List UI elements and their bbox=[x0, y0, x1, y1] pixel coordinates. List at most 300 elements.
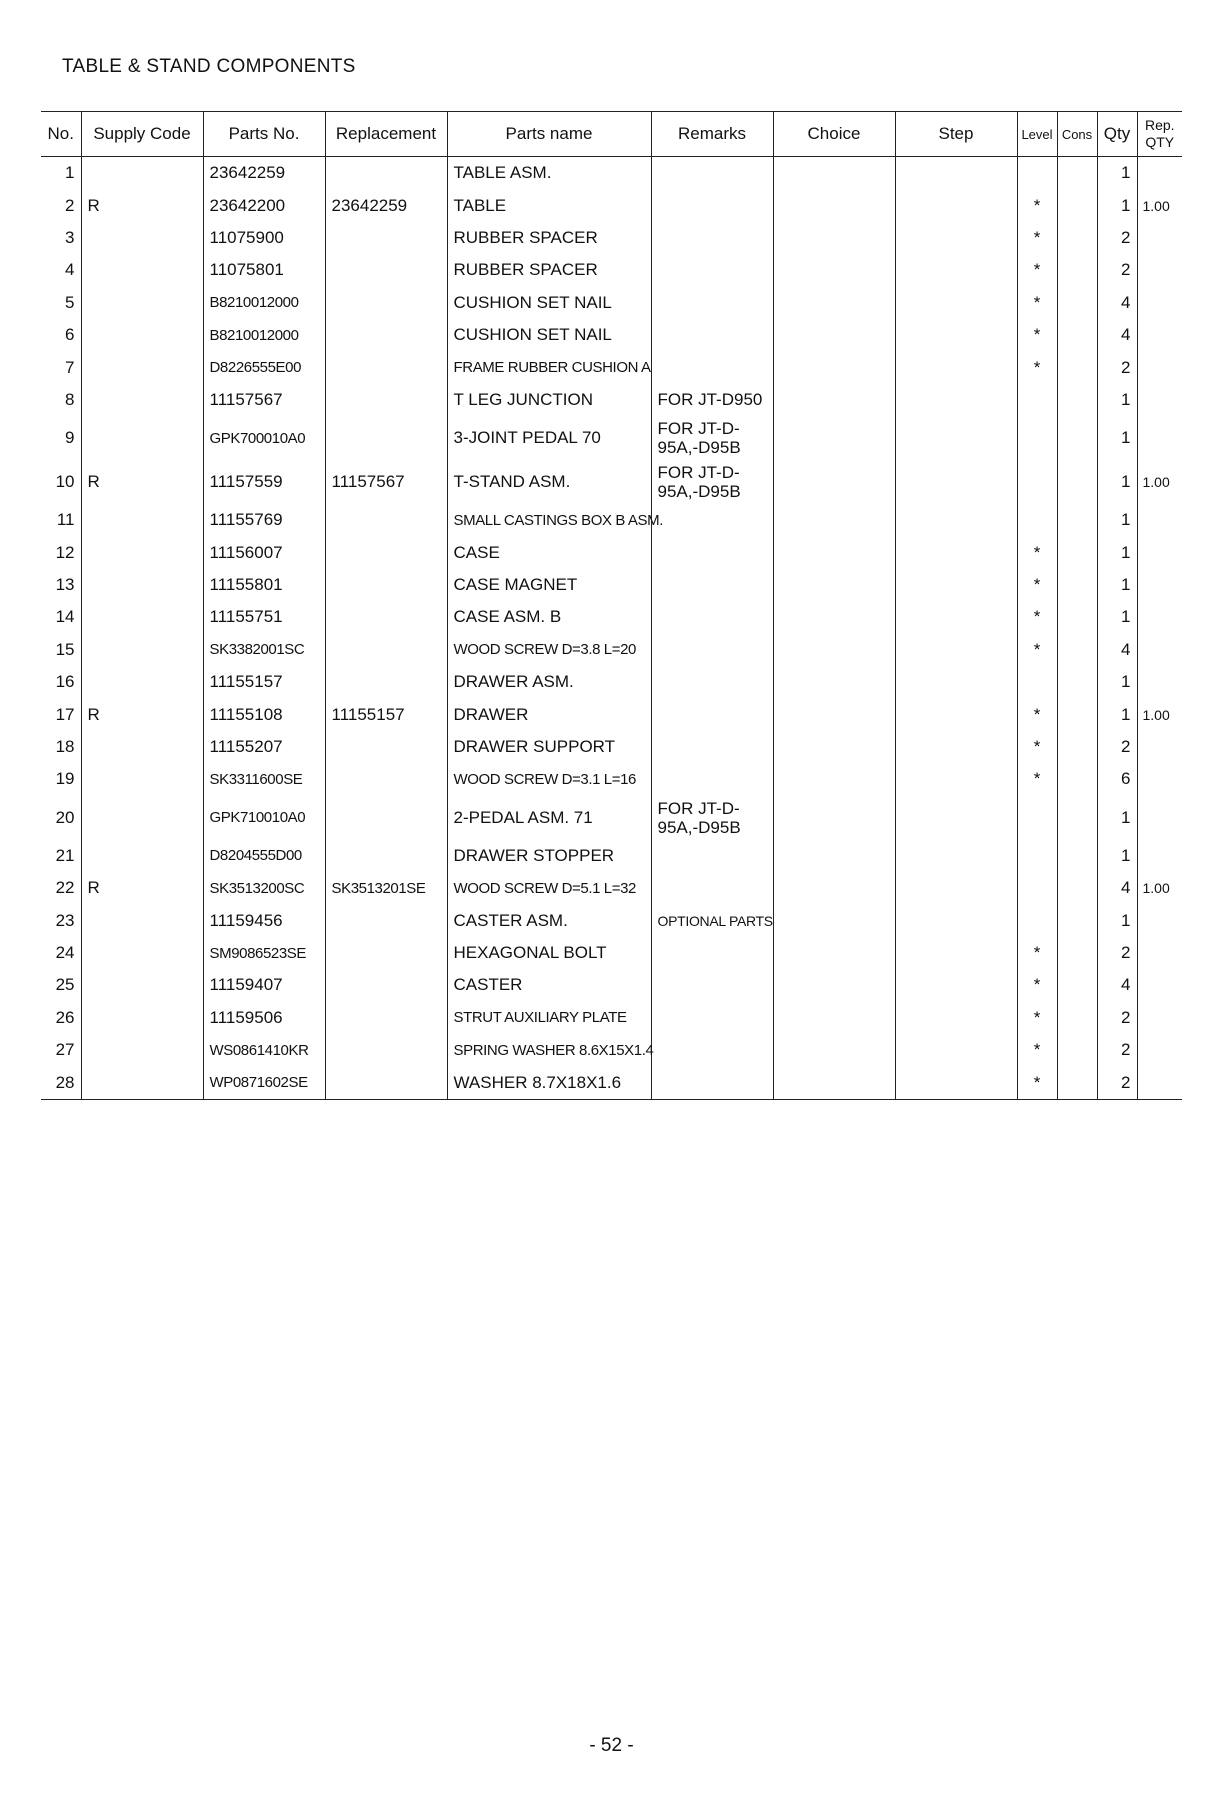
row-number: 22 bbox=[55, 878, 75, 898]
cons bbox=[1057, 569, 1097, 601]
rep-qty bbox=[1137, 351, 1182, 383]
supply-code bbox=[81, 157, 203, 190]
parts-no: 11157559 bbox=[203, 460, 325, 504]
level bbox=[1017, 504, 1057, 536]
supply-code bbox=[81, 416, 203, 460]
level bbox=[1017, 157, 1057, 190]
supply-code bbox=[81, 254, 203, 286]
cons bbox=[1057, 937, 1097, 969]
supply-code bbox=[81, 222, 203, 254]
parts-no: 11159456 bbox=[203, 904, 325, 936]
level: * bbox=[1017, 763, 1057, 795]
row-number: 25 bbox=[55, 975, 75, 995]
parts-no: 11155801 bbox=[203, 569, 325, 601]
parts-name: SMALL CASTINGS BOX B ASM. bbox=[447, 504, 651, 536]
remarks bbox=[651, 937, 773, 969]
step bbox=[895, 634, 1017, 666]
qty: 1 bbox=[1097, 416, 1137, 460]
cons bbox=[1057, 537, 1097, 569]
table-row bbox=[41, 416, 1182, 460]
remarks: OPTIONAL PARTS bbox=[651, 904, 773, 936]
row-number: 17 bbox=[55, 704, 75, 724]
row-number: 27 bbox=[55, 1040, 75, 1060]
remarks bbox=[651, 537, 773, 569]
replacement-no bbox=[325, 731, 447, 763]
replacement-no bbox=[325, 666, 447, 698]
remarks-line2: 95A,-D95B bbox=[657, 438, 741, 458]
level: * bbox=[1017, 569, 1057, 601]
row-number: 24 bbox=[55, 943, 75, 962]
row-number: 9 bbox=[65, 428, 75, 448]
remarks bbox=[651, 601, 773, 633]
level bbox=[1017, 666, 1057, 698]
rep-qty: 1.00 bbox=[1137, 189, 1182, 221]
parts-no: GPK700010A0 bbox=[203, 416, 325, 460]
table-row bbox=[41, 1066, 1182, 1099]
parts-name: CASE ASM. B bbox=[447, 601, 651, 633]
cons bbox=[1057, 763, 1097, 795]
replacement-no: 11155157 bbox=[325, 698, 447, 730]
parts-no: SM9086523SE bbox=[203, 937, 325, 969]
rep-qty bbox=[1137, 287, 1182, 319]
row-number: 1 bbox=[65, 163, 75, 183]
step bbox=[895, 460, 1017, 504]
level: * bbox=[1017, 537, 1057, 569]
qty: 1 bbox=[1097, 666, 1137, 698]
header-parts-name: Parts name bbox=[447, 112, 651, 157]
parts-name: DRAWER ASM. bbox=[447, 666, 651, 698]
step bbox=[895, 157, 1017, 190]
remarks bbox=[651, 872, 773, 904]
remarks bbox=[651, 666, 773, 698]
rep-qty bbox=[1137, 384, 1182, 416]
table-row bbox=[41, 937, 1182, 969]
parts-name: FRAME RUBBER CUSHION A bbox=[447, 351, 651, 383]
remarks: FOR JT-D950 bbox=[651, 384, 773, 416]
row-number: 26 bbox=[55, 1007, 75, 1027]
choice bbox=[773, 460, 895, 504]
qty: 4 bbox=[1097, 872, 1137, 904]
replacement-no bbox=[325, 1002, 447, 1034]
parts-no: SK3513200SC bbox=[203, 872, 325, 904]
cons bbox=[1057, 1034, 1097, 1066]
table-row bbox=[41, 634, 1182, 666]
remarks bbox=[651, 351, 773, 383]
step bbox=[895, 937, 1017, 969]
cons bbox=[1057, 1002, 1097, 1034]
remarks-line2: 95A,-D95B bbox=[657, 482, 741, 502]
parts-name: 2-PEDAL ASM. 71 bbox=[447, 796, 651, 840]
replacement-no: SK3513201SE bbox=[325, 872, 447, 904]
replacement-no bbox=[325, 287, 447, 319]
replacement-no: 11157567 bbox=[325, 460, 447, 504]
choice bbox=[773, 698, 895, 730]
step bbox=[895, 287, 1017, 319]
row-number: 19 bbox=[55, 769, 75, 789]
header-supply-code: Supply Code bbox=[81, 112, 203, 157]
qty: 4 bbox=[1097, 287, 1137, 319]
qty: 2 bbox=[1097, 254, 1137, 286]
step bbox=[895, 731, 1017, 763]
parts-no: GPK710010A0 bbox=[203, 796, 325, 840]
step bbox=[895, 189, 1017, 221]
parts-no: B8210012000 bbox=[203, 319, 325, 351]
parts-name: RUBBER SPACER bbox=[447, 254, 651, 286]
rep-qty bbox=[1137, 1034, 1182, 1066]
choice bbox=[773, 157, 895, 190]
cons bbox=[1057, 319, 1097, 351]
level: * bbox=[1017, 937, 1057, 969]
table-header-row bbox=[41, 112, 1182, 157]
level: * bbox=[1017, 634, 1057, 666]
step bbox=[895, 763, 1017, 795]
qty: 1 bbox=[1097, 698, 1137, 730]
table-row bbox=[41, 840, 1182, 872]
cons bbox=[1057, 157, 1097, 190]
rep-qty bbox=[1137, 763, 1182, 795]
choice bbox=[773, 254, 895, 286]
rep-qty bbox=[1137, 666, 1182, 698]
header-qty: Qty bbox=[1097, 112, 1137, 157]
cons bbox=[1057, 1066, 1097, 1099]
parts-name: 3-JOINT PEDAL 70 bbox=[447, 416, 651, 460]
row-number: 8 bbox=[65, 389, 75, 409]
step bbox=[895, 904, 1017, 936]
remarks bbox=[651, 698, 773, 730]
parts-no: 11155769 bbox=[203, 504, 325, 536]
replacement-no bbox=[325, 157, 447, 190]
parts-no: WS0861410KR bbox=[203, 1034, 325, 1066]
parts-name: SPRING WASHER 8.6X15X1.4 bbox=[447, 1034, 651, 1066]
row-number: 11 bbox=[56, 510, 75, 530]
qty: 2 bbox=[1097, 1066, 1137, 1099]
supply-code: R bbox=[81, 872, 203, 904]
step bbox=[895, 537, 1017, 569]
remarks bbox=[651, 504, 773, 536]
level: * bbox=[1017, 601, 1057, 633]
level: * bbox=[1017, 969, 1057, 1001]
row-number: 28 bbox=[41, 1066, 81, 1099]
choice bbox=[773, 601, 895, 633]
supply-code bbox=[81, 1034, 203, 1066]
parts-no: D8204555D00 bbox=[203, 840, 325, 872]
choice bbox=[773, 319, 895, 351]
qty: 1 bbox=[1097, 189, 1137, 221]
supply-code: R bbox=[81, 189, 203, 221]
parts-name: DRAWER SUPPORT bbox=[447, 731, 651, 763]
rep-qty bbox=[1137, 416, 1182, 460]
remarks bbox=[651, 796, 773, 840]
table-row bbox=[41, 254, 1182, 286]
header-remarks: Remarks bbox=[651, 112, 773, 157]
qty: 1 bbox=[1097, 460, 1137, 504]
row-number: 18 bbox=[55, 737, 75, 757]
choice bbox=[773, 937, 895, 969]
remarks-line1: FOR JT-D- bbox=[657, 798, 740, 818]
level bbox=[1017, 796, 1057, 840]
step bbox=[895, 840, 1017, 872]
parts-no: 11155108 bbox=[203, 698, 325, 730]
cons bbox=[1057, 698, 1097, 730]
qty: 2 bbox=[1097, 731, 1137, 763]
parts-name: DRAWER bbox=[447, 698, 651, 730]
level: * bbox=[1017, 1002, 1057, 1034]
level: * bbox=[1017, 698, 1057, 730]
remarks bbox=[651, 731, 773, 763]
row-number: 10 bbox=[55, 472, 75, 492]
qty: 4 bbox=[1097, 319, 1137, 351]
remarks bbox=[651, 222, 773, 254]
header-rep-qty-line1: Rep. bbox=[1144, 117, 1175, 133]
supply-code bbox=[81, 384, 203, 416]
table-row bbox=[41, 969, 1182, 1001]
supply-code bbox=[81, 796, 203, 840]
remarks bbox=[651, 1002, 773, 1034]
row-number: 2 bbox=[65, 195, 75, 215]
rep-qty bbox=[1137, 504, 1182, 536]
supply-code bbox=[81, 904, 203, 936]
qty: 1 bbox=[1097, 569, 1137, 601]
cons bbox=[1057, 969, 1097, 1001]
replacement-no bbox=[325, 569, 447, 601]
remarks bbox=[651, 157, 773, 190]
row-number: 4 bbox=[65, 260, 75, 280]
supply-code bbox=[81, 731, 203, 763]
parts-no: 11155157 bbox=[203, 666, 325, 698]
row-number: 21 bbox=[55, 845, 75, 865]
choice bbox=[773, 1066, 895, 1099]
header-step: Step bbox=[895, 112, 1017, 157]
remarks-line1: FOR JT-D- bbox=[657, 419, 740, 439]
qty: 4 bbox=[1097, 969, 1137, 1001]
level: * bbox=[1017, 189, 1057, 221]
table-row bbox=[41, 731, 1182, 763]
supply-code: R bbox=[81, 698, 203, 730]
parts-no: D8226555E00 bbox=[203, 351, 325, 383]
parts-name: TABLE bbox=[447, 189, 651, 221]
step bbox=[895, 222, 1017, 254]
qty: 2 bbox=[1097, 222, 1137, 254]
rep-qty bbox=[1137, 569, 1182, 601]
parts-no: 23642200 bbox=[203, 189, 325, 221]
table-row bbox=[41, 666, 1182, 698]
replacement-no bbox=[325, 351, 447, 383]
choice bbox=[773, 1002, 895, 1034]
row-number: 23 bbox=[55, 910, 75, 930]
step bbox=[895, 1034, 1017, 1066]
rep-qty bbox=[1137, 937, 1182, 969]
replacement-no bbox=[325, 796, 447, 840]
qty: 1 bbox=[1097, 537, 1137, 569]
table-row bbox=[41, 601, 1182, 633]
qty: 1 bbox=[1097, 904, 1137, 936]
step bbox=[895, 351, 1017, 383]
rep-qty bbox=[1137, 601, 1182, 633]
level: * bbox=[1017, 254, 1057, 286]
parts-no: 23642259 bbox=[203, 157, 325, 190]
header-replacement: Replacement bbox=[325, 112, 447, 157]
header-rep-qty-line2: QTY bbox=[1145, 134, 1175, 150]
rep-qty bbox=[1137, 634, 1182, 666]
table-row bbox=[41, 222, 1182, 254]
row-number: 16 bbox=[55, 672, 75, 692]
level: * bbox=[1017, 731, 1057, 763]
cons bbox=[1057, 904, 1097, 936]
parts-name: WASHER 8.7X18X1.6 bbox=[447, 1066, 651, 1099]
parts-name: WOOD SCREW D=3.1 L=16 bbox=[447, 763, 651, 795]
qty: 2 bbox=[1097, 1034, 1137, 1066]
step bbox=[895, 1066, 1017, 1099]
rep-qty bbox=[1137, 969, 1182, 1001]
cons bbox=[1057, 634, 1097, 666]
rep-qty: 1.00 bbox=[1137, 698, 1182, 730]
level: * bbox=[1017, 351, 1057, 383]
choice bbox=[773, 872, 895, 904]
level bbox=[1017, 872, 1057, 904]
step bbox=[895, 969, 1017, 1001]
parts-name: WOOD SCREW D=5.1 L=32 bbox=[447, 872, 651, 904]
cons bbox=[1057, 254, 1097, 286]
replacement-no bbox=[325, 1034, 447, 1066]
table-row bbox=[41, 698, 1182, 730]
parts-no: 11159407 bbox=[203, 969, 325, 1001]
level bbox=[1017, 904, 1057, 936]
remarks bbox=[651, 189, 773, 221]
replacement-no bbox=[325, 840, 447, 872]
table-row bbox=[41, 796, 1182, 840]
replacement-no bbox=[325, 634, 447, 666]
table-row bbox=[41, 1002, 1182, 1034]
parts-no: 11075801 bbox=[203, 254, 325, 286]
table-row bbox=[41, 319, 1182, 351]
choice bbox=[773, 416, 895, 460]
table-row bbox=[41, 351, 1182, 383]
replacement-no bbox=[325, 537, 447, 569]
cons bbox=[1057, 666, 1097, 698]
parts-name: CASTER bbox=[447, 969, 651, 1001]
remarks bbox=[651, 634, 773, 666]
cons bbox=[1057, 189, 1097, 221]
supply-code bbox=[81, 763, 203, 795]
supply-code bbox=[81, 840, 203, 872]
remarks bbox=[651, 840, 773, 872]
step bbox=[895, 601, 1017, 633]
step bbox=[895, 569, 1017, 601]
remarks bbox=[651, 460, 773, 504]
qty: 1 bbox=[1097, 601, 1137, 633]
level: * bbox=[1017, 287, 1057, 319]
replacement-no bbox=[325, 222, 447, 254]
replacement-no: 23642259 bbox=[325, 189, 447, 221]
qty: 2 bbox=[1097, 351, 1137, 383]
choice bbox=[773, 384, 895, 416]
remarks bbox=[651, 287, 773, 319]
supply-code bbox=[81, 504, 203, 536]
table-row bbox=[41, 1034, 1182, 1066]
parts-name: DRAWER STOPPER bbox=[447, 840, 651, 872]
row-number: 20 bbox=[55, 807, 75, 827]
remarks bbox=[651, 1034, 773, 1066]
rep-qty: 1.00 bbox=[1137, 460, 1182, 504]
parts-name: WOOD SCREW D=3.8 L=20 bbox=[447, 634, 651, 666]
step bbox=[895, 384, 1017, 416]
remarks bbox=[651, 416, 773, 460]
parts-no: 11159506 bbox=[203, 1002, 325, 1034]
rep-qty bbox=[1137, 157, 1182, 190]
parts-no: B8210012000 bbox=[203, 287, 325, 319]
replacement-no bbox=[325, 969, 447, 1001]
choice bbox=[773, 1034, 895, 1066]
replacement-no bbox=[325, 319, 447, 351]
replacement-no bbox=[325, 937, 447, 969]
parts-name: TABLE ASM. bbox=[447, 157, 651, 190]
parts-no: 11157567 bbox=[203, 384, 325, 416]
parts-no: 11155751 bbox=[203, 601, 325, 633]
supply-code bbox=[81, 287, 203, 319]
step bbox=[895, 796, 1017, 840]
remarks-line2: 95A,-D95B bbox=[657, 817, 741, 837]
step bbox=[895, 504, 1017, 536]
choice bbox=[773, 569, 895, 601]
level bbox=[1017, 416, 1057, 460]
parts-no: 11075900 bbox=[203, 222, 325, 254]
choice bbox=[773, 504, 895, 536]
choice bbox=[773, 189, 895, 221]
header-level: Level bbox=[1017, 112, 1057, 157]
table-row bbox=[41, 460, 1182, 504]
rep-qty bbox=[1137, 1002, 1182, 1034]
level: * bbox=[1017, 222, 1057, 254]
remarks bbox=[651, 569, 773, 601]
parts-table bbox=[41, 111, 1182, 1100]
parts-name: CUSHION SET NAIL bbox=[447, 319, 651, 351]
step bbox=[895, 254, 1017, 286]
supply-code bbox=[81, 319, 203, 351]
replacement-no bbox=[325, 384, 447, 416]
row-number: 6 bbox=[65, 325, 75, 345]
header-no: No. bbox=[41, 112, 81, 157]
header-choice: Choice bbox=[773, 112, 895, 157]
row-number: 12 bbox=[55, 542, 75, 562]
replacement-no bbox=[325, 416, 447, 460]
parts-name: T LEG JUNCTION bbox=[447, 384, 651, 416]
cons bbox=[1057, 504, 1097, 536]
rep-qty bbox=[1137, 840, 1182, 872]
replacement-no bbox=[325, 601, 447, 633]
page-number: - 52 - bbox=[589, 1735, 634, 1756]
cons bbox=[1057, 287, 1097, 319]
qty: 2 bbox=[1097, 1002, 1137, 1034]
choice bbox=[773, 222, 895, 254]
choice bbox=[773, 634, 895, 666]
rep-qty bbox=[1137, 1066, 1182, 1099]
table-row bbox=[41, 904, 1182, 936]
parts-no: SK3311600SE bbox=[203, 763, 325, 795]
row-number: 13 bbox=[55, 575, 75, 595]
remarks bbox=[651, 319, 773, 351]
choice bbox=[773, 796, 895, 840]
qty: 2 bbox=[1097, 937, 1137, 969]
choice bbox=[773, 904, 895, 936]
step bbox=[895, 319, 1017, 351]
supply-code bbox=[81, 537, 203, 569]
supply-code bbox=[81, 1002, 203, 1034]
parts-no: 11156007 bbox=[203, 537, 325, 569]
table-row bbox=[41, 763, 1182, 795]
qty: 1 bbox=[1097, 504, 1137, 536]
qty: 1 bbox=[1097, 796, 1137, 840]
rep-qty bbox=[1137, 904, 1182, 936]
